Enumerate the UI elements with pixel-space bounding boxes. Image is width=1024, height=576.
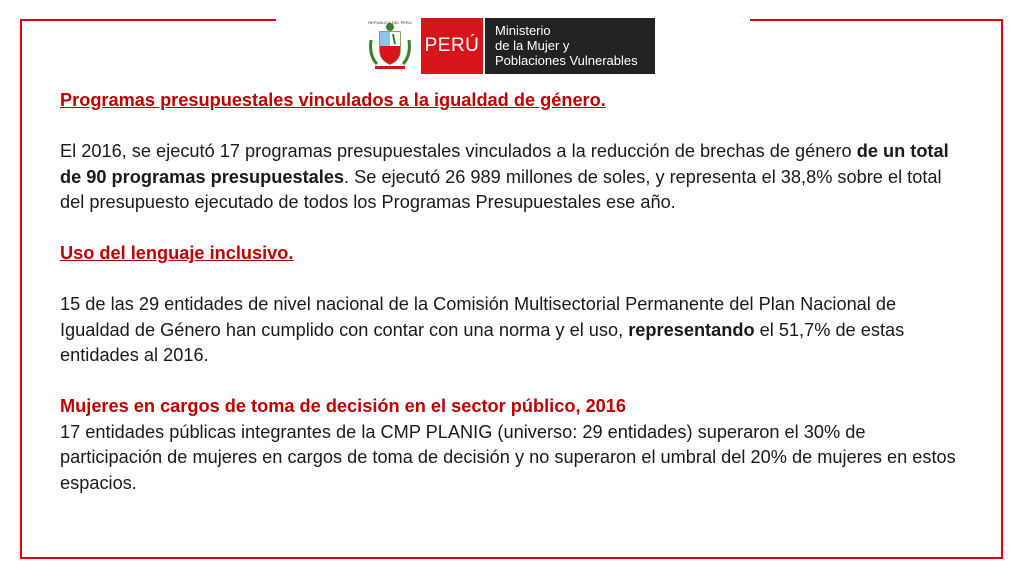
paragraph-inclusive-language bbox=[60, 292, 960, 369]
frame-right-line bbox=[1001, 19, 1003, 559]
paragraph-text: el 51,7% de estas entidades al 2016. bbox=[60, 319, 905, 365]
paragraph-women-decision: 17 entidades públicas integrantes de la CMP PLANIG (universo: 29 entidades) superaron el 30% de participación de mujeres en cargos de toma de decisión y no superaron el umbral del 20% de mujeres en estos espacios. bbox=[60, 421, 956, 493]
paragraph-text: 15 de las 29 entidades de nivel nacional de la Comisión Multisectorial Permanente del Plan Nacional de Igualdad de Género han cumplido con contar con una norma y el uso, bbox=[60, 294, 897, 340]
frame-top-right-line bbox=[750, 19, 1003, 21]
coat-of-arms-icon bbox=[365, 18, 415, 74]
section-heading-inclusive-language: Uso del lenguaje inclusivo. bbox=[60, 243, 294, 263]
frame-left-line bbox=[20, 19, 22, 559]
paragraph-bold-text: de un total de 90 programas presupuestales bbox=[60, 141, 949, 187]
ministry-logo bbox=[365, 18, 655, 74]
slide-content bbox=[60, 88, 960, 496]
ministry-name bbox=[485, 18, 655, 74]
paragraph-budget-programs bbox=[60, 139, 960, 216]
ministry-line-2: de la Mujer y bbox=[495, 38, 570, 53]
section-heading-budget-programs: Programas presupuestales vinculados a la igualdad de género. bbox=[60, 90, 606, 110]
paragraph-bold-text: representando bbox=[628, 319, 755, 340]
section-heading-women-decision: Mujeres en cargos de toma de decisión en el sector público, 2016 bbox=[60, 396, 627, 416]
country-label: PERÚ bbox=[421, 18, 483, 74]
frame-bottom-line bbox=[20, 557, 1003, 559]
frame-top-left-line bbox=[20, 19, 276, 21]
paragraph-text: El 2016, se ejecutó 17 programas presupuestales vinculados a la reducción de brechas de género bbox=[60, 141, 857, 161]
paragraph-text: . Se ejecutó 26 989 millones de soles, y representa el 38,8% sobre el total del presupuesto ejecutado de todos los Programas Presupuestales ese año. bbox=[60, 166, 942, 212]
ministry-line-1: Ministerio bbox=[495, 23, 551, 38]
ministry-line-3: Poblaciones Vulnerables bbox=[495, 53, 638, 68]
seal-text: REPUBLICA DEL PERU bbox=[368, 20, 412, 25]
